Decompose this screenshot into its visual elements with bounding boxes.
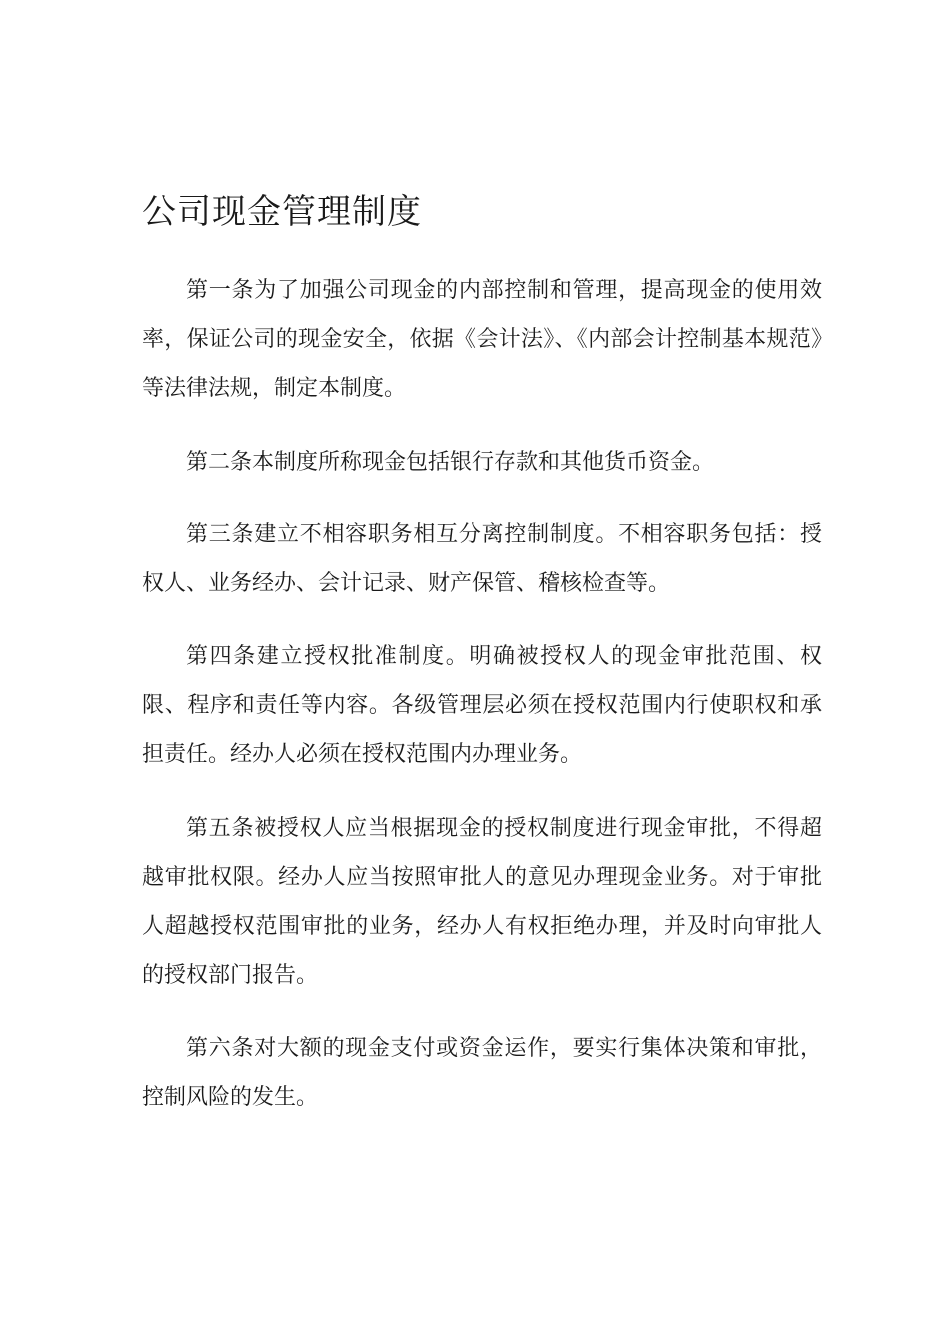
article-3: 第三条建立不相容职务相互分离控制制度。不相容职务包括：授权人、业务经办、会计记录、财产保管、稽核检查等。 (142, 522, 822, 596)
article-2: 第二条本制度所称现金包括银行存款和其他货币资金。 (186, 450, 715, 475)
article-4: 第四条建立授权批准制度。明确被授权人的现金审批范围、权限、程序和责任等内容。各级管理层必须在授权范围内行使职权和承担责任。经办人必须在授权范围内办理业务。 (142, 644, 822, 767)
article-5: 第五条被授权人应当根据现金的授权制度进行现金审批，不得超越审批权限。经办人应当按照审批人的意见办理现金业务。对于审批人超越授权范围审批的业务，经办人有权拒绝办理，并及时向审批人的授权部门报告。 (142, 816, 822, 988)
document-title: 公司现金管理制度 (142, 192, 422, 232)
article-6: 第六条对大额的现金支付或资金运作，要实行集体决策和审批，控制风险的发生。 (142, 1036, 822, 1110)
article-1: 第一条为了加强公司现金的内部控制和管理，提高现金的使用效率，保证公司的现金安全，依据《会计法》、《内部会计控制基本规范》等法律法规，制定本制度。 (142, 278, 822, 401)
